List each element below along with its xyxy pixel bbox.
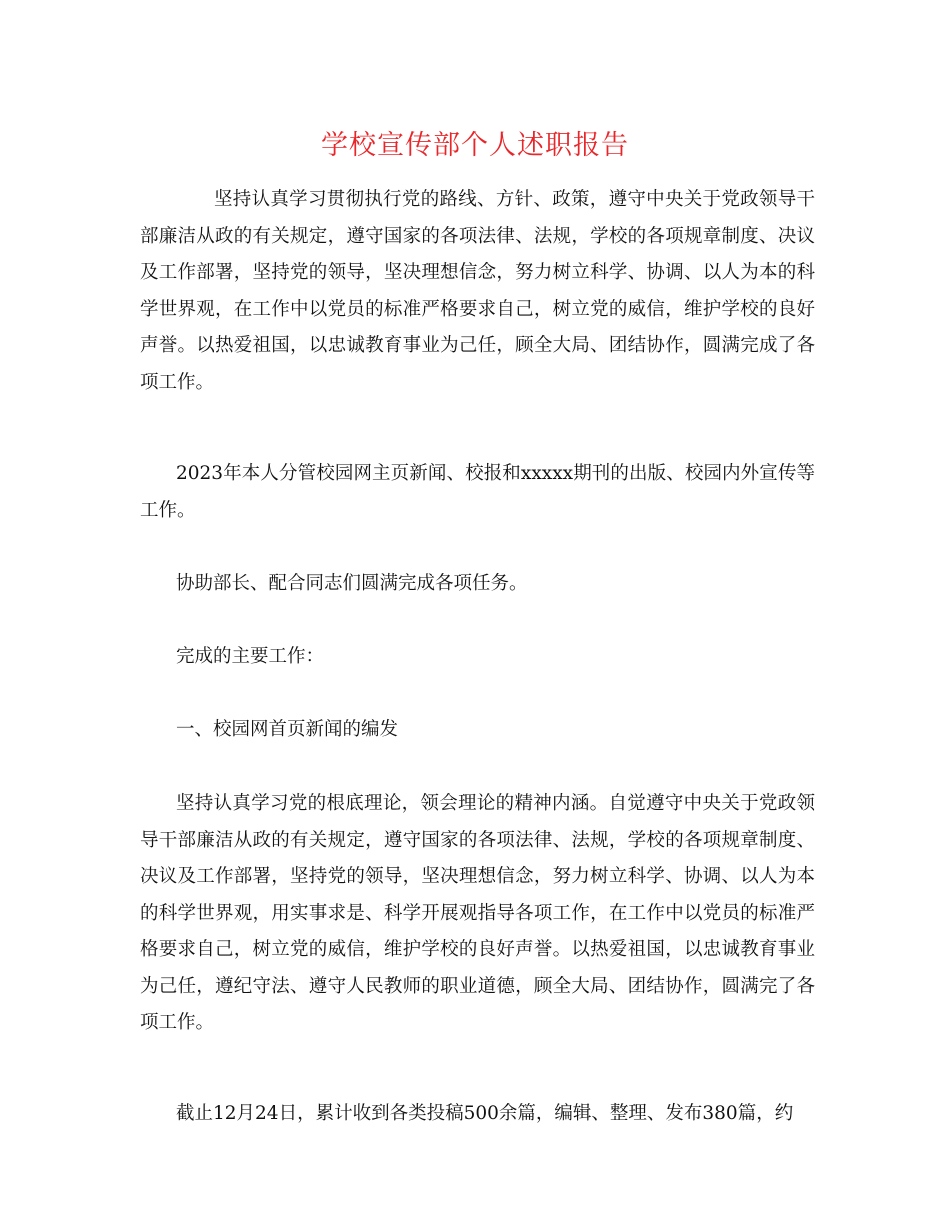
section-heading-news: 一、校园网首页新闻的编发 <box>176 719 399 740</box>
paragraph-responsibilities: 2023年本人分管校园网主页新闻、校报和xxxxx期刊的出版、校园内外宣传等工作。 <box>140 463 815 521</box>
paragraph-statistics: 截止12月24日，累计收到各类投稿500余篇，编辑、整理、发布380篇，约 <box>176 1103 794 1124</box>
paragraph-study: 坚持认真学习党的根底理论，领会理论的精神内涵。自觉遵守中央关于党政领导干部廉洁从政的有关规定，遵守国家的各项法律、法规，学校的各项规章制度、决议及工作部署，坚持党的领导，坚决理想信念，努力树立科学、协调、以人为本的科学世界观，用实事求是、科学开展观指导各项工作，在工作中以党员的标准严格要求自己，树立党的威信，维护学校的良好声誉。以热爱祖国，以忠诚教育事业为己任，遵纪守法、遵守人民教师的职业道德，顾全大局、团结协作，圆满完了各项工作。 <box>140 793 815 1033</box>
document-title: 学校宣传部个人述职报告 <box>321 130 629 161</box>
paragraph-assist: 协助部长、配合同志们圆满完成各项任务。 <box>176 573 528 594</box>
paragraph-intro: 坚持认真学习贯彻执行党的路线、方针、政策，遵守中央关于党政领导干部廉洁从政的有关规定，遵守国家的各项法律、法规，学校的各项规章制度、决议及工作部署，坚持党的领导，坚决理想信念，努力树立科学、协调、以人为本的科学世界观，在工作中以党员的标准严格要求自己，树立党的威信，维护学校的良好声誉。以热爱祖国，以忠诚教育事业为己任，顾全大局、团结协作，圆满完成了各项工作。 <box>140 189 815 393</box>
paragraph-main-work-heading: 完成的主要工作： <box>176 646 325 667</box>
